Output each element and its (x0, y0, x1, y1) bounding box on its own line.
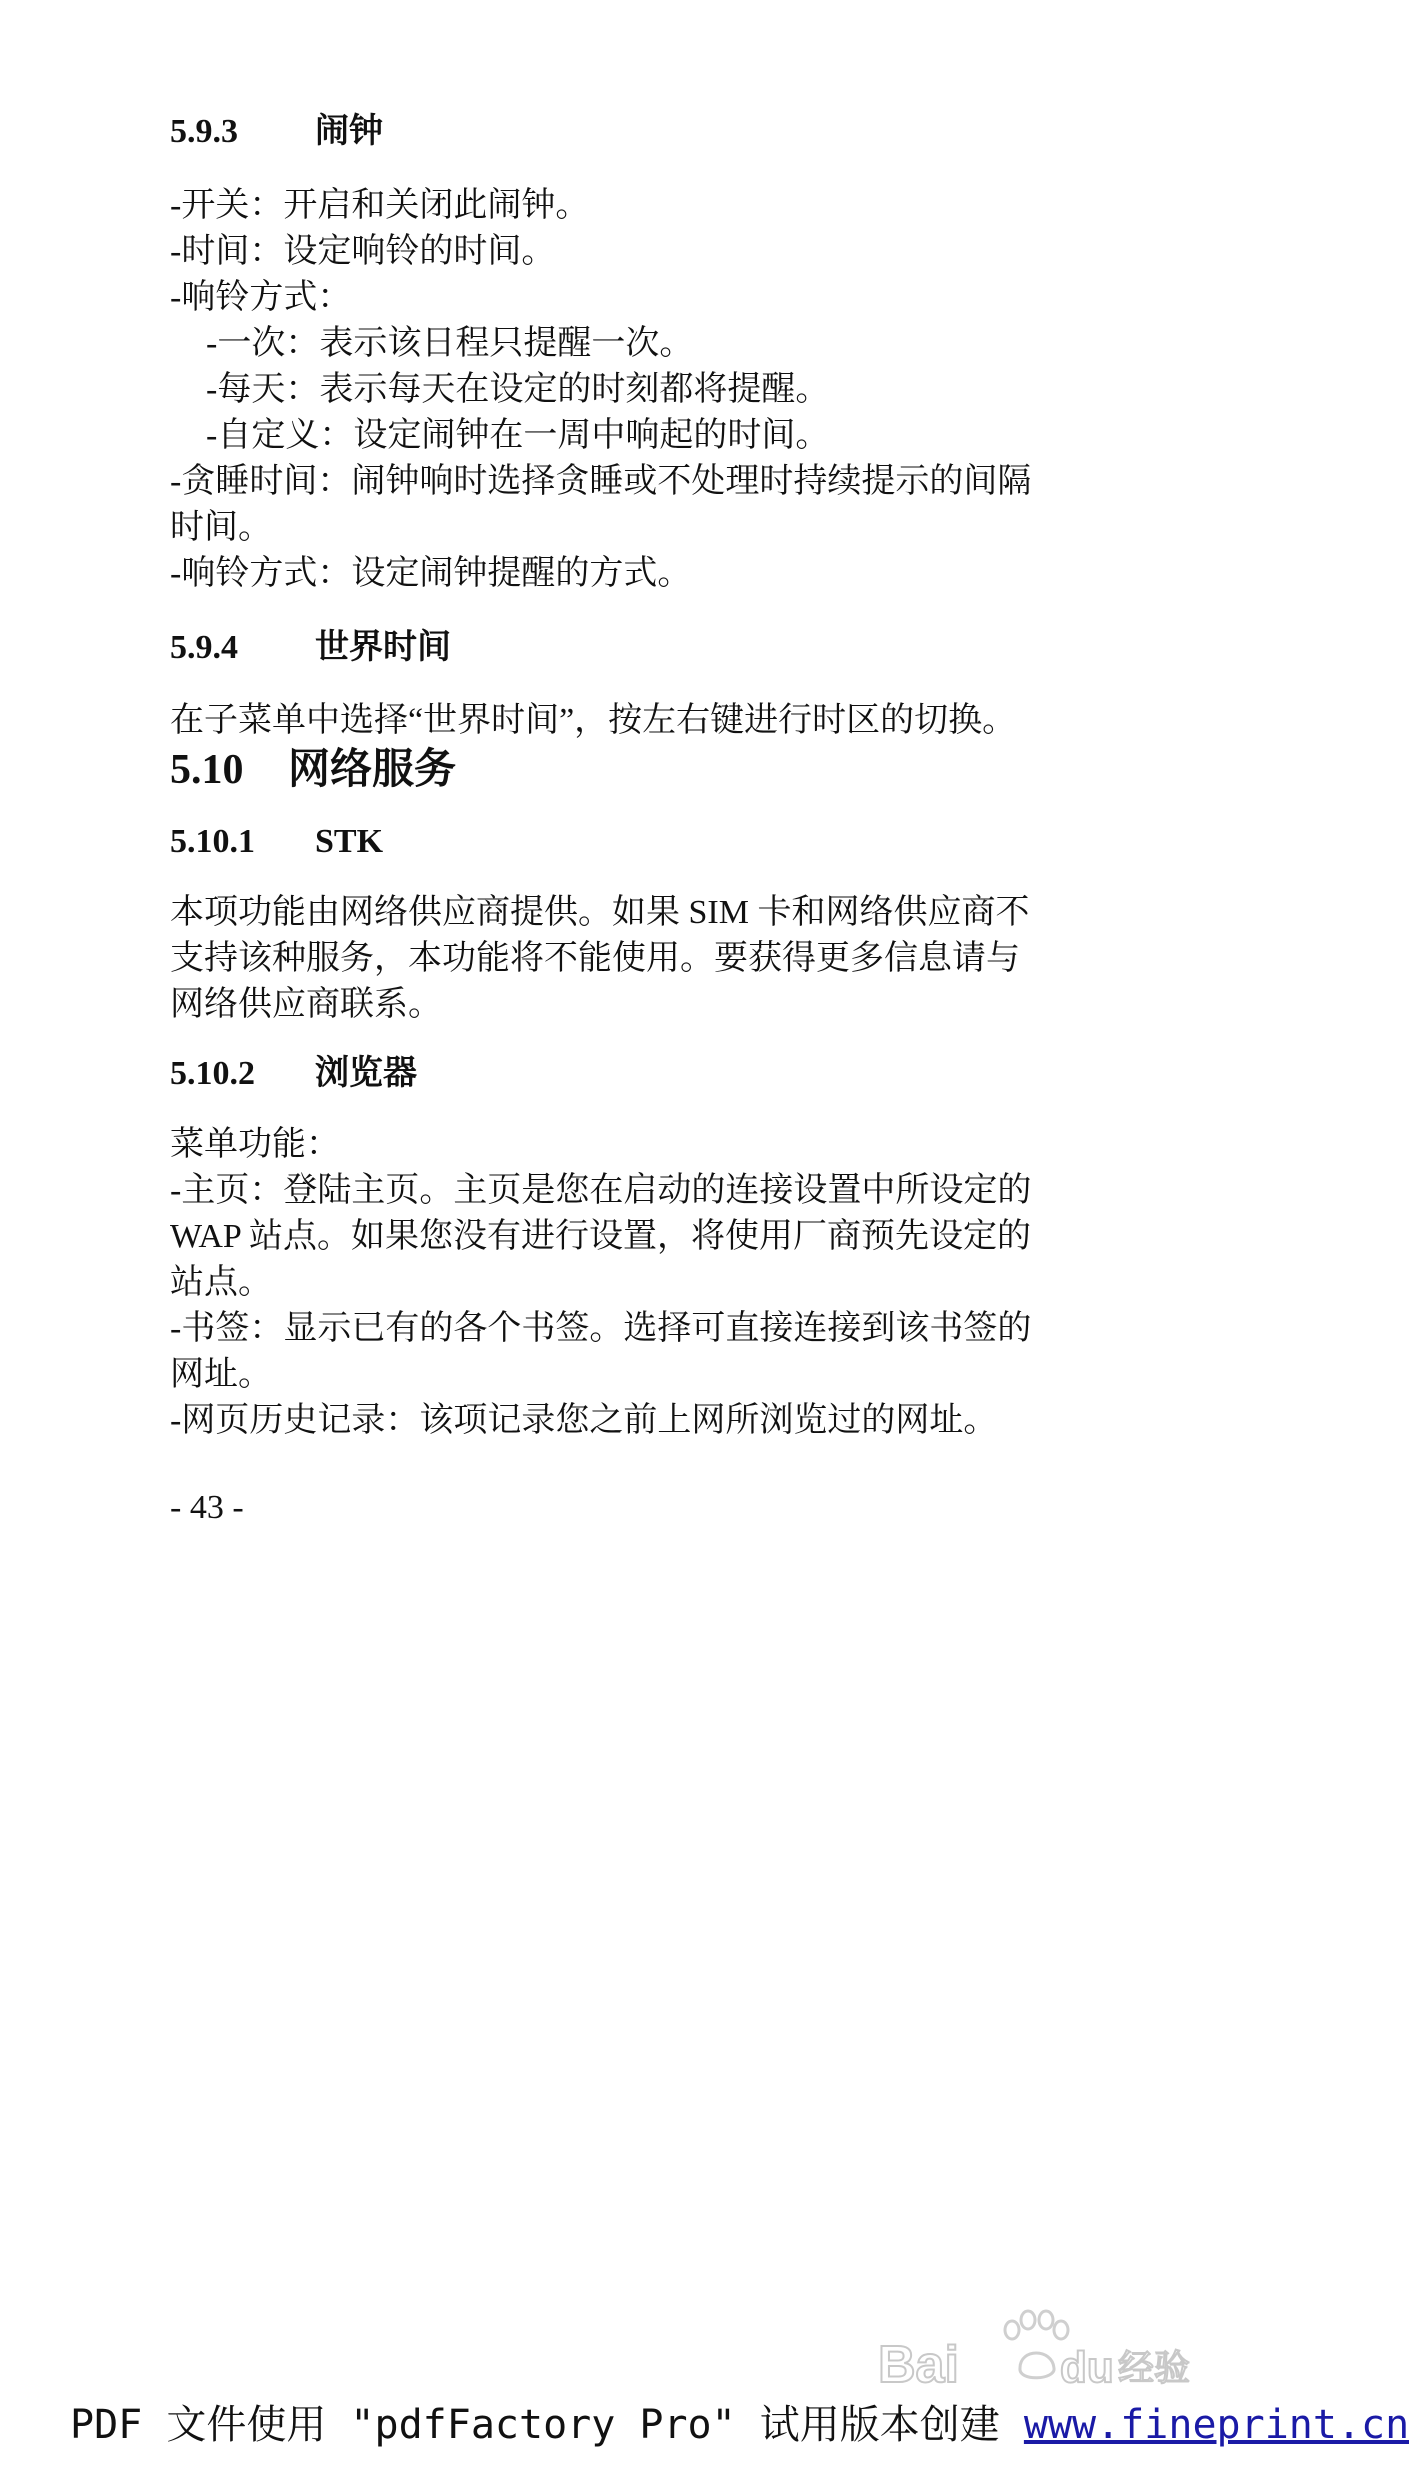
text-line: 支持该种服务，本功能将不能使用。要获得更多信息请与 (170, 940, 1020, 977)
section-heading-5-9-3 (170, 112, 383, 152)
text-line: 在子菜单中选择“世界时间”，按左右键进行时区的切换。 (170, 702, 1017, 739)
text-line: -响铃方式： (170, 279, 352, 316)
text-line: 网络供应商联系。 (170, 986, 442, 1023)
section-heading-5-10-2 (170, 1054, 417, 1094)
text-line: -书签：显示已有的各个书签。选择可直接连接到该书签的 (170, 1310, 1032, 1347)
text-line: -响铃方式：设定闹钟提醒的方式。 (170, 555, 692, 592)
section-number: 5.10 (170, 747, 244, 793)
text-line: 站点。 (170, 1264, 272, 1301)
text-line: -一次：表示该日程只提醒一次。 (206, 325, 694, 362)
page-number: - 43 - (170, 1489, 244, 1526)
browser-paragraph (170, 1122, 1090, 1444)
svg-text:Bai: Bai (878, 2336, 959, 2394)
text-line: -时间：设定响铃的时间。 (170, 233, 556, 270)
section-heading-5-9-4 (170, 628, 451, 668)
text-line: 网址。 (170, 1356, 272, 1393)
section-heading-5-10-1 (170, 822, 383, 862)
section-title: 浏览器 (315, 1055, 417, 1092)
svg-text:经验: 经验 (1118, 2348, 1191, 2389)
footer-text: PDF 文件使用 "pdfFactory Pro" 试用版本创建 (70, 2402, 1024, 2448)
text-line: WAP 站点。如果您没有进行设置，将使用厂商预先设定的 (170, 1218, 1032, 1255)
text-line: 时间。 (170, 509, 272, 546)
section-number: 5.10.2 (170, 1055, 255, 1092)
svg-text:du: du (1060, 2343, 1114, 2392)
text-line: -开关：开启和关闭此闹钟。 (170, 187, 590, 224)
section-number: 5.9.4 (170, 629, 238, 666)
section-heading-5-10 (170, 746, 456, 794)
pdf-factory-footer (70, 2398, 1409, 2452)
world-time-paragraph (170, 698, 1090, 744)
text-line: 菜单功能： (170, 1126, 340, 1163)
section-title: 闹钟 (315, 113, 383, 150)
footer-link[interactable]: www.fineprint.cn (1023, 2402, 1409, 2448)
text-line: -每天：表示每天在设定的时刻都将提醒。 (206, 371, 830, 408)
stk-paragraph (170, 890, 1090, 1028)
section-title: 世界时间 (315, 629, 451, 666)
section-number: 5.9.3 (170, 113, 238, 150)
section-title: 网络服务 (288, 747, 457, 793)
text-line: -自定义：设定闹钟在一周中响起的时间。 (206, 417, 830, 454)
baidu-watermark-logo (860, 2290, 1200, 2400)
text-line: -贪睡时间：闹钟响时选择贪睡或不处理时持续提示的间隔 (170, 463, 1032, 500)
alarm-paragraph (170, 183, 1090, 597)
text-line: -主页：登陆主页。主页是您在启动的连接设置中所设定的 (170, 1172, 1032, 1209)
section-title: STK (315, 823, 384, 860)
text-line: -网页历史记录：该项记录您之前上网所浏览过的网址。 (170, 1402, 998, 1439)
section-number: 5.10.1 (170, 823, 255, 860)
text-line: 本项功能由网络供应商提供。如果 SIM 卡和网络供应商不 (170, 894, 1030, 931)
